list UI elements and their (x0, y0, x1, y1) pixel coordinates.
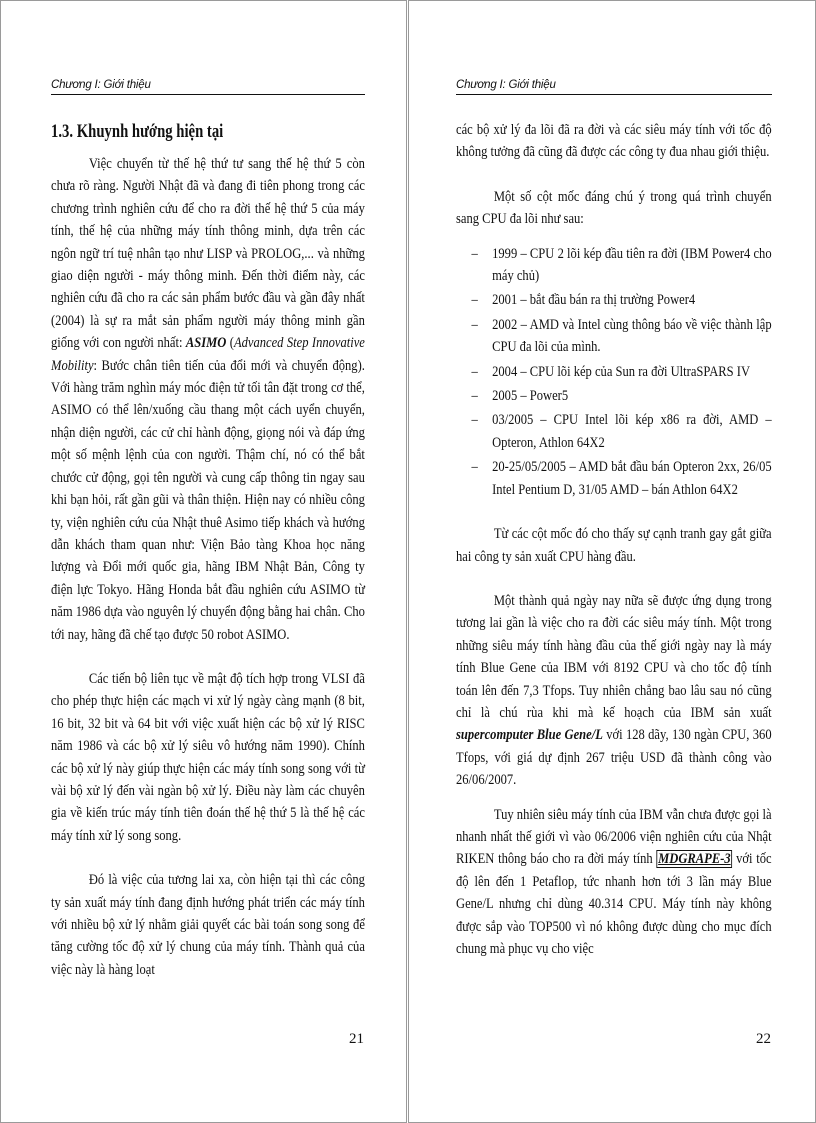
paren-open: ( (226, 335, 234, 352)
list-item (456, 361, 772, 383)
asimo-expansion: Advanced Step Innovative Mobility (51, 335, 365, 374)
header-rule (51, 94, 365, 95)
bullet-dash: – (471, 459, 478, 476)
paragraph-competition: Từ các cột mốc đó cho thấy sự cạnh tranh gay gắt giữa hai công ty sản xuất CPU hàng đầu. (456, 526, 772, 565)
paragraph-mdgrape (456, 804, 772, 961)
page-number: 21 (349, 1031, 364, 1047)
bullet-dash: – (471, 316, 478, 333)
list-item-text: 2005 – Power5 (492, 388, 569, 405)
bullet-dash: – (471, 412, 478, 429)
list-item-text: 1999 – CPU 2 lõi kép đầu tiên ra đời (IBM Power4 cho máy chủ) (492, 245, 772, 285)
left-page (0, 0, 407, 1123)
page-number: 22 (756, 1031, 771, 1047)
paragraph-continued: các bộ xử lý đa lõi đã ra đời và các siêu máy tính với tốc độ không tưởng đã cũng đã được các công ty đua nhau giới thiệu. (456, 122, 772, 161)
bullet-dash: – (471, 388, 478, 405)
paragraph-blue-gene (456, 590, 772, 792)
paragraph-future: Đó là việc của tương lai xa, còn hiện tại thì các công ty sản xuất máy tính đang định hướng phát triển các máy tính với nhiều bộ xử lý nhằm giải quyết các bài toán song song để tăng cường tốc độ xử lý chung của máy tính. Thành quả của việc này là hàng loạt (51, 872, 365, 978)
mdgrape-term: MDGRAPE-3 (658, 851, 731, 868)
bullet-dash: – (471, 292, 478, 309)
paragraph-milestones-intro: Một số cột mốc đáng chú ý trong quá trình chuyển sang CPU đa lõi như sau: (456, 188, 772, 228)
list-item-text: 2002 – AMD và Intel cùng thông báo về việc thành lập CPU đa lõi của mình. (492, 316, 772, 356)
list-item-text: 20-25/05/2005 – AMD bắt đầu bán Opteron 2xx, 26/05 Intel Pentium D, 31/05 AMD – bán Athlon 64X2 (492, 459, 772, 498)
asimo-term: ASIMO (185, 335, 227, 352)
paragraph-text: Việc chuyển từ thế hệ thứ tư sang thế hệ thứ 5 còn chưa rõ ràng. Người Nhật đã và đang đi tiên phong trong các chương trình nghiên cứu để cho ra đời thế hệ thứ 5 của máy tính, thế hệ của những máy tính thông minh, dựa trên các ngôn ngữ trí tuệ nhân tạo như LISP và PROLOG,... và những giao diện người - máy thông minh. Đến thời điểm này, các nghiên cứu đã cho ra các sản phẩm bước đầu và gần đây nhất (2004) là sự ra mắt sản phẩm người máy thông minh gần giống với con người nhất: (51, 156, 365, 352)
paragraph-text: với 128 dãy, 130 ngàn CPU, 360 Tfops, với giá dự định 267 triệu USD đã thành công vào 26/06/2007. (456, 727, 772, 789)
bullet-dash: – (471, 363, 478, 380)
list-item-text: 03/2005 – CPU Intel lõi kép x86 ra đời, AMD – Opteron, Athlon 64X2 (492, 412, 772, 451)
list-item-text: 2004 – CPU lõi kép của Sun ra đời UltraSPARS IV (492, 363, 751, 380)
right-text-column (456, 119, 772, 982)
list-item (456, 289, 772, 311)
paragraph-vlsi: Các tiến bộ liên tục về mật độ tích hợp trong VLSI đã cho phép thực hiện các mạch vi xử lý ngày càng mạnh (8 bit, 16 bit, 32 bit và 64 bit với việc xuất hiện các bộ xử lý RISC năm 1986 và các bộ xử lý siêu vô hướng năm 1990). Chính các bộ xử lý này giúp thực hiện các máy tính song song với từ vài bộ xử lý đến vài ngàn bộ xử lý. Điều này làm các chuyên gia về kiến trúc máy tính tiên đoán thế hệ thứ 5 là thế hệ các máy tính xử lý song song. (51, 670, 365, 844)
paragraph-text: : Bước chân tiên tiến của đổi mới và chuyển động). Với hàng trăm nghìn máy móc điện tử tối tân đặt trong cơ thể, ASIMO có thể lên/xuống cầu thang một cách uyển chuyển, nhận diện người, các cử chỉ hành động, giọng nói và đáp ứng một số mệnh lệnh của con người. Thậm chí, nó có thể bắt chước cử động, gọi tên người và cung cấp thông tin ngay sau khi bạn hỏi, rất gần gũi và thân thiện. Hiện nay có nhiều công ty, viện nghiên cứu của Nhật thuê Asimo tiếp khách và hướng dẫn khách tham quan như: Viện Bảo tàng Khoa học năng lượng và Đổi mới quốc gia, hãng IBM Nhật Bản, Công ty điện lực Tokyo. Hãng Honda bắt đầu nghiên cứu ASIMO từ năm 1986 dựa vào nguyên lý chuyển động bằng hai chân. Cho tới nay, hãng đã chế tạo được 50 robot ASIMO. (51, 357, 365, 643)
running-header: Chương I: Giới thiệu (51, 79, 151, 91)
running-header: Chương I: Giới thiệu (456, 79, 556, 91)
paragraph-asimo (51, 153, 365, 646)
paragraph-text: Một thành quả ngày nay nữa sẽ được ứng dụng trong tương lai gần là việc cho ra đời các siêu máy tính. Một trong những siêu máy tính hàng đầu của thế giới ngày nay là máy tính Blue Gene của IBM với 8192 CPU và cho tốc độ tính toán lên đến 7,3 Tfops. Tuy nhiên chẳng bao lâu sau nó cũng chỉ là chú rùa khi mà kế hoạch của IBM sản xuất (456, 592, 772, 721)
list-item-text: 2001 – bắt đầu bán ra thị trường Power4 (492, 292, 696, 309)
list-item (456, 409, 772, 454)
header-rule (456, 94, 772, 95)
right-page (408, 0, 816, 1123)
bullet-dash: – (471, 245, 478, 262)
left-text-column (51, 119, 365, 1003)
list-item (456, 243, 772, 288)
list-item (456, 314, 772, 359)
blue-gene-term: supercomputer Blue Gene/L (456, 727, 603, 744)
list-item (456, 385, 772, 407)
milestone-list (456, 243, 772, 501)
list-item (456, 456, 772, 501)
section-title: 1.3. Khuynh hướng hiện tại (51, 121, 224, 142)
paragraph-text: với tốc độ lên đến 1 Petaflop, tức nhanh hơn tới 3 lần máy Blue Gene/L nhưng chỉ dùng 40.314 CPU. Máy tính này không được sắp vào TOP500 vì nó không được dùng cho mục đích chung mà phục vụ cho việc (456, 851, 772, 957)
paragraph-text: Tuy nhiên siêu máy tính của IBM vẫn chưa được gọi là nhanh nhất thế giới vì vào 06/2006 viện nghiên cứu của Nhật RIKEN thông báo cho ra đời máy tính (456, 806, 772, 868)
